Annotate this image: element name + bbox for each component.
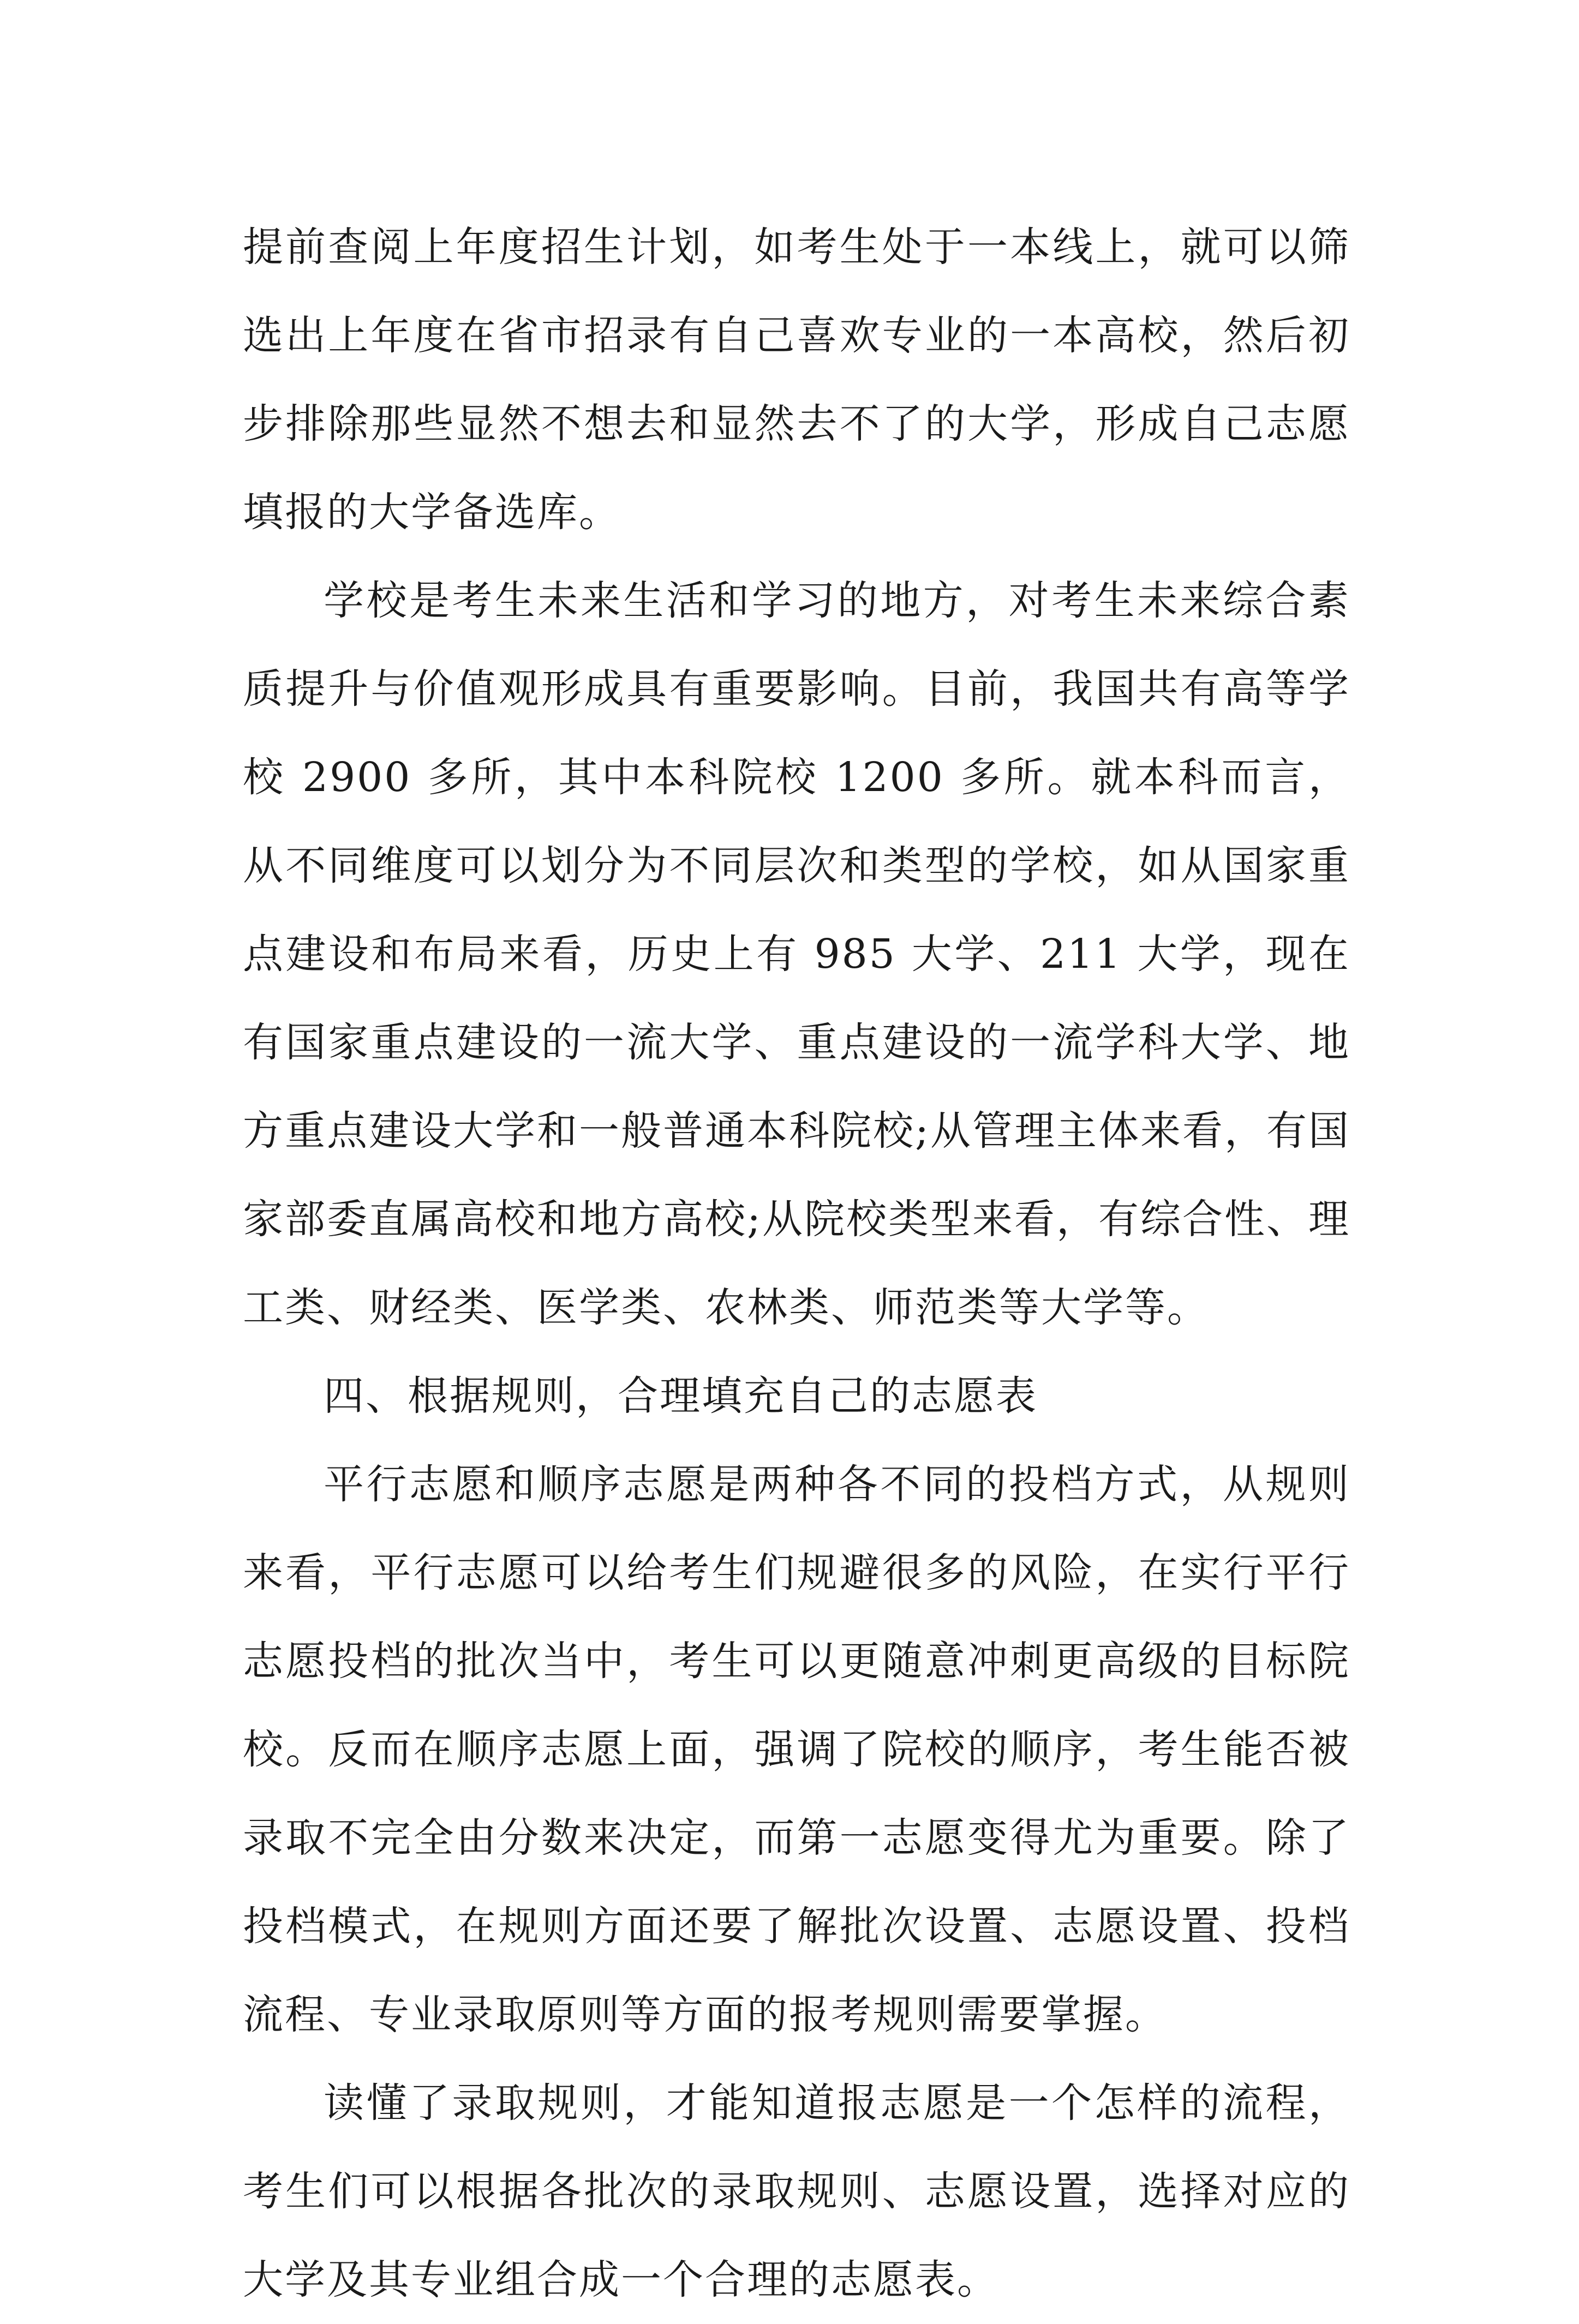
paragraph-continuation: 提前查阅上年度招生计划，如考生处于一本线上，就可以筛选出上年度在省市招录有自己喜欢专业的一本高校，然后初步排除那些显然不想去和显然去不了的大学，形成自己志愿填报的大学备选库。 [243,224,1350,536]
paragraph-application-rules: 平行志愿和顺序志愿是两种各不同的投档方式，从规则来看，平行志愿可以给考生们规避很多的风险，在实行平行志愿投档的批次当中，考生可以更随意冲刺更高级的目标院校。反而在顺序志愿上面，强调了院校的顺序，考生能否被录取不完全由分数来决定，而第一志愿变得尤为重要。除了投档模式，在规则方面还要了解批次设置、志愿设置、投档流程、专业录取原则等方面的报考规则需要掌握。 [243,1461,1350,2038]
paragraph-universities: 学校是考生未来生活和学习的地方，对考生未来综合素质提升与价值观形成具有重要影响。目前，我国共有高等学校 2900 多所，其中本科院校 1200 多所。就本科而言，从不同维度可以划分为不同层次和类型的学校，如从国家重点建设和布局来看，历史上有 985 大学、211 大学，现在有国家重点建设的一流大学、重点建设的一流学科大学、地方重点建设大学和一般普通本科院校;从管理主体来看，有国家部委直属高校和地方高校;从院校类型来看，有综合性、理工类、财经类、医学类、农林类、师范类等大学等。 [243,577,1350,1331]
paragraph-conclusion: 读懂了录取规则，才能知道报志愿是一个怎样的流程，考生们可以根据各批次的录取规则、志愿设置，选择对应的大学及其专业组合成一个合理的志愿表。 [243,2080,1350,2303]
document-body [243,203,1350,2324]
section-heading: 四、根据规则，合理填充自己的志愿表 [324,1373,1038,1419]
